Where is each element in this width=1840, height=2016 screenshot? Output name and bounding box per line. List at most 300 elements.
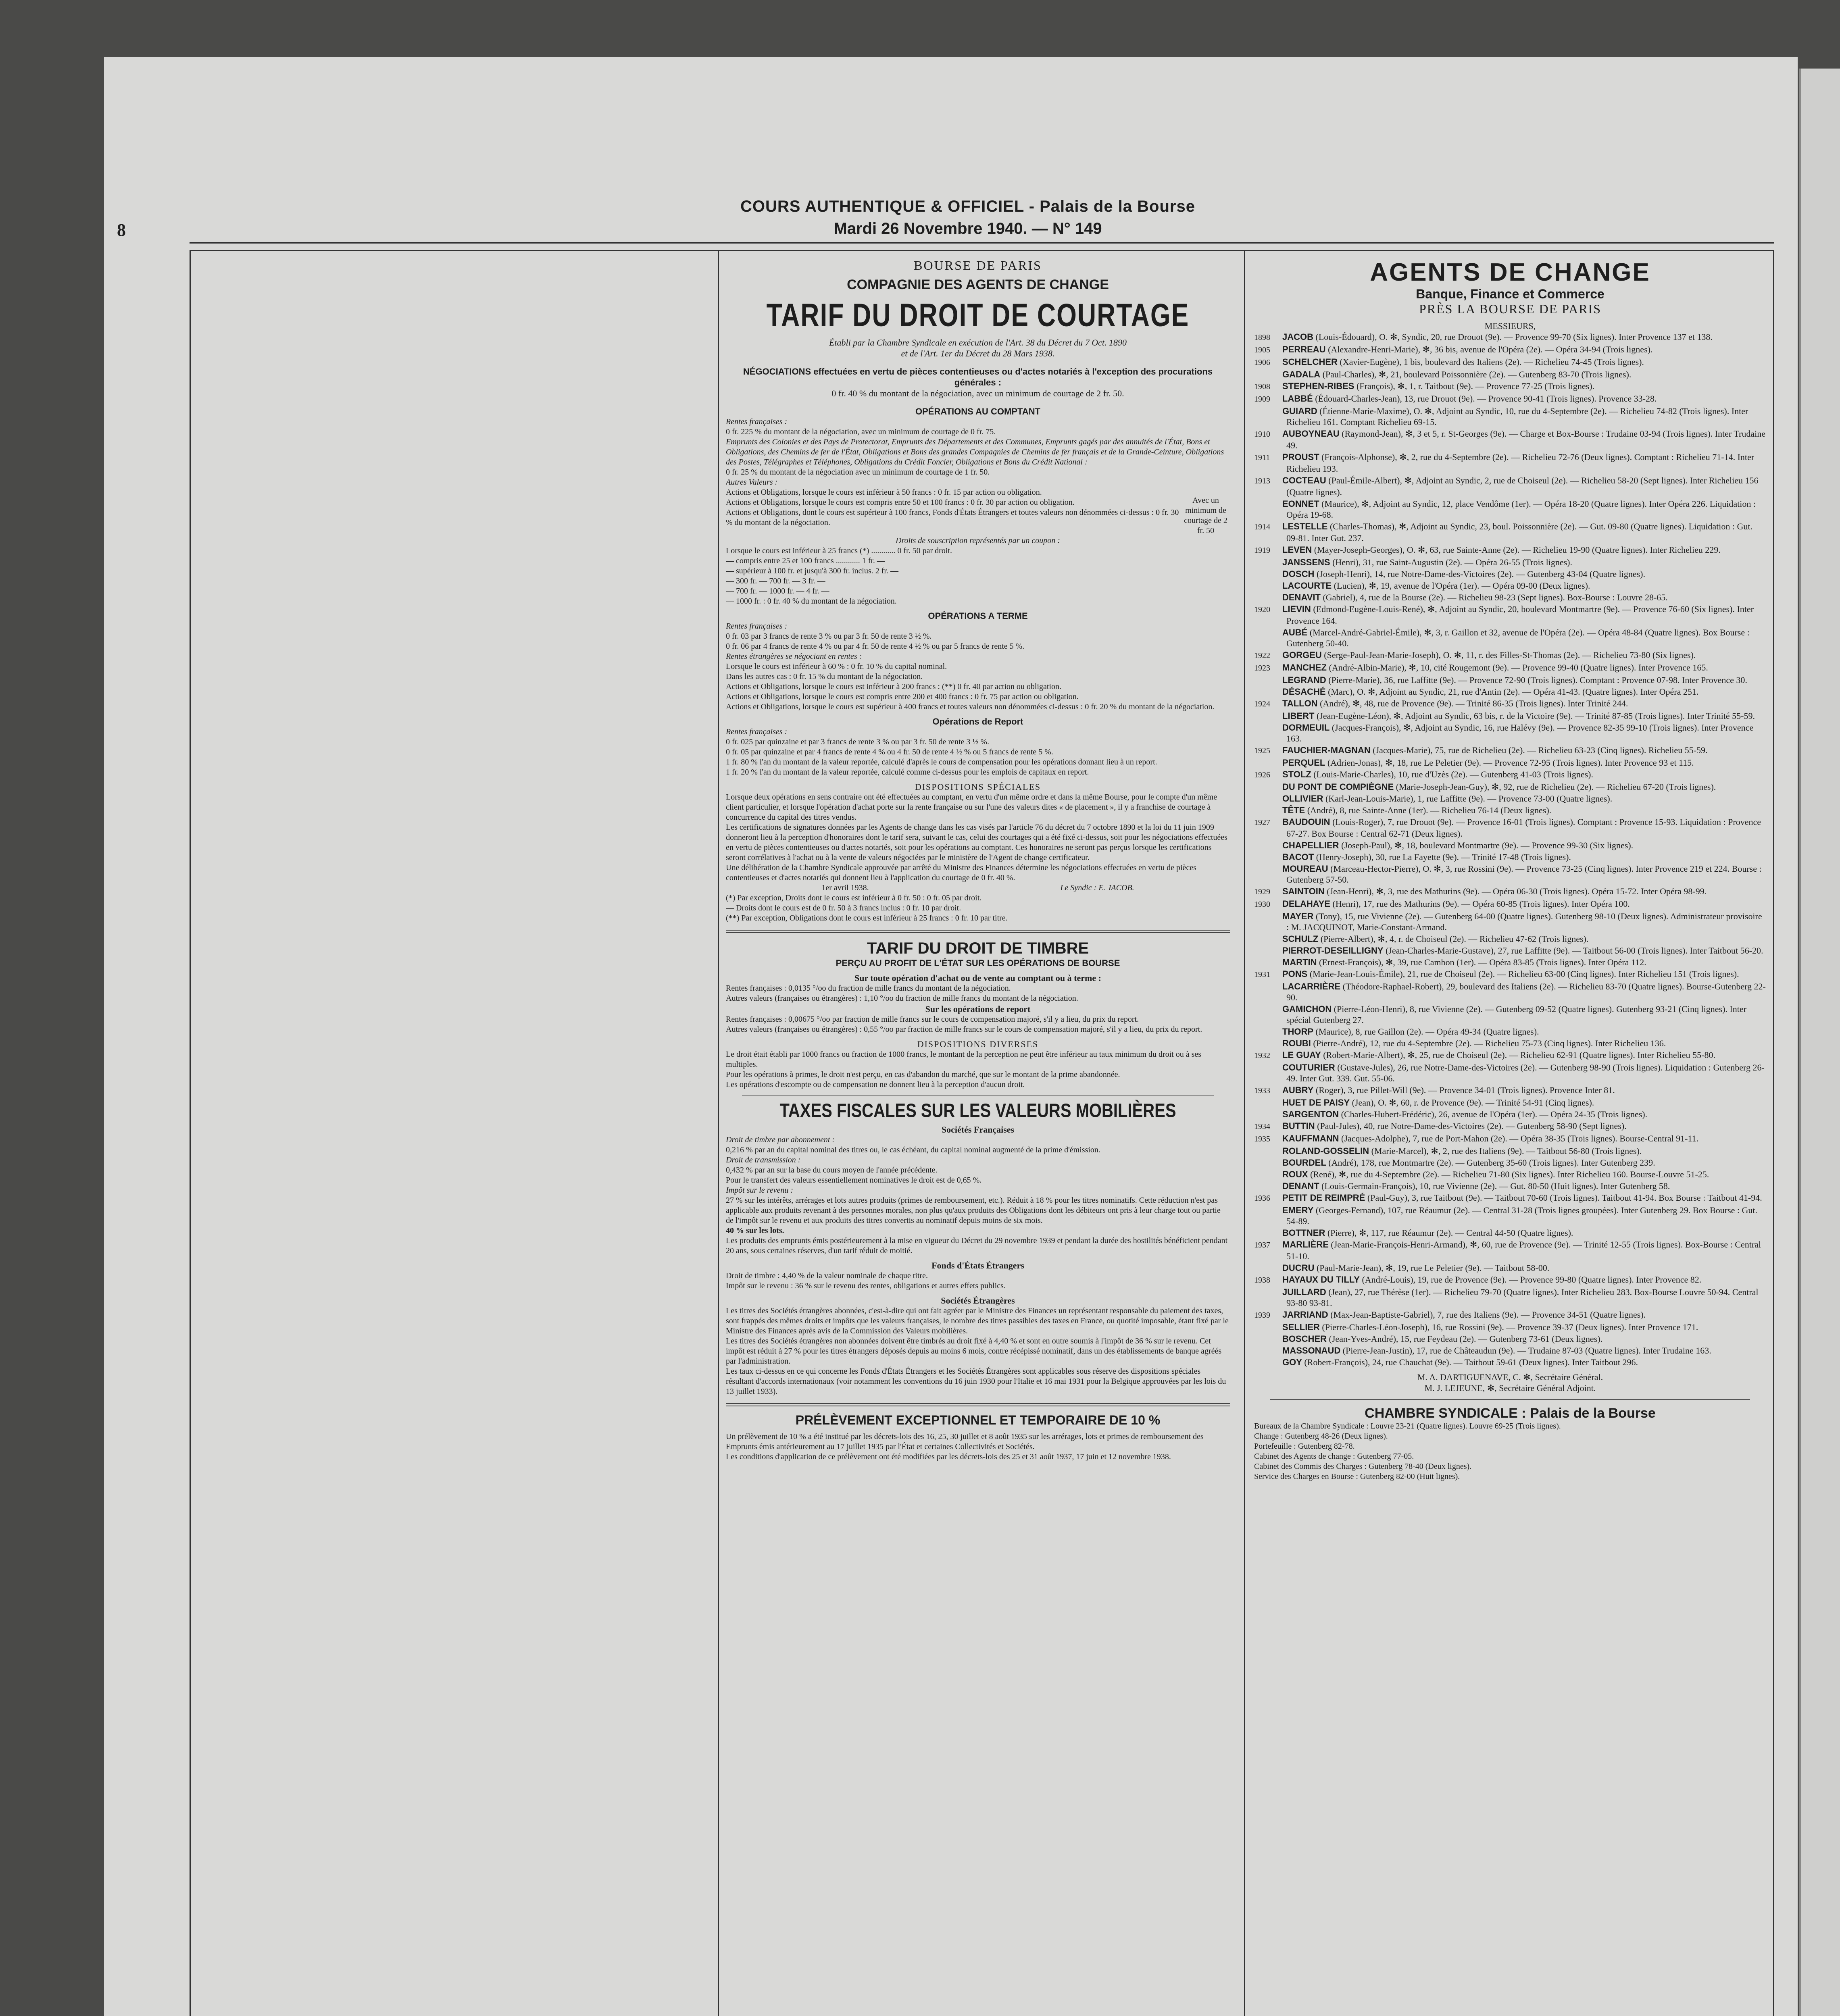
agent-entry [1254, 1333, 1766, 1344]
agent-details: (Ernest-François), ✻, 39, rue Cambon (1er). — Opéra 83-85 (Trois lignes). Inter Opéra 112. [1319, 957, 1646, 967]
agent-entry [1254, 604, 1766, 626]
agent-year: 1937 [1254, 1241, 1270, 1250]
agent-entry [1254, 1133, 1766, 1145]
droits-heading: Droits de souscription représentés par un coupon : [896, 536, 1060, 545]
agent-name: TÊTE [1282, 805, 1305, 815]
tarif-column [726, 258, 1230, 2016]
dispositions-date: 1er avril 1938. [821, 883, 869, 892]
agent-entry [1254, 911, 1766, 933]
agent-details: (Étienne-Marie-Maxime), O. ✻, Adjoint au Syndic, 10, rue du 4-Septembre (2e). — Richelieu 74-82 (Trois lignes). Inter Richelieu 161. Comptant Richelieu 69-15. [1286, 406, 1748, 427]
agent-entry [1254, 1109, 1766, 1120]
agent-details: (Marie-Marcel), ✻, 2, rue des Italiens (9e). — Taitbout 56-80 (Trois lignes). [1371, 1146, 1642, 1156]
agent-details: (Théodore-Raphael-Robert), 29, boulevard des Italiens (2e). — Richelieu 83-70 (Quatre lignes). Bourse-Gutenberg 22-90. [1286, 981, 1766, 1002]
agent-details: (Marie-Joseph-Jean-Guy), ✻, 92, rue de Richelieu (2e). — Richelieu 67-20 (Trois lignes). [1396, 782, 1716, 792]
agent-entry [1254, 852, 1766, 862]
agent-entry [1254, 1322, 1766, 1333]
terme-actions-2: Actions et Obligations, lorsque le cours est compris entre 200 et 400 francs : 0 fr. 75 par action ou obligation. [726, 692, 1079, 701]
agent-name: AUBÉ [1282, 627, 1308, 637]
agent-details: (Henri), 17, rue des Mathurins (9e). — Opéra 60-85 (Trois lignes). Inter Opéra 100. [1332, 899, 1630, 909]
masthead-rule [190, 242, 1774, 244]
report-4: 1 fr. 20 % l'an du montant de la valeur reportée, calculé comme ci-dessus pour les emplois de capitaux en report. [726, 768, 1089, 777]
agent-details: (André), 8, rue Sainte-Anne (1er). — Richelieu 76-14 (Deux lignes). [1307, 805, 1552, 815]
dispositions-1: Lorsque deux opérations en sens contraire ont été effectuées au comptant, en vertu d'un même ordre et dans la même Bourse, pour le compte d'un même client particulier, et lorsque l'opération d'achat porte sur la rente française ou sur l'une des valeurs dites « de placement », il y a franchise de courtage à concurrence du capital des titres vendus. [726, 793, 1217, 822]
agent-details: (André-Louis), 19, rue de Provence (9e). — Provence 99-80 (Quatre lignes). Inter Provence 82. [1362, 1275, 1702, 1285]
agent-details: (André), ✻, 48, rue de Provence (9e). — Trinité 86-35 (Trois lignes). Inter Trinité 244. [1320, 698, 1628, 708]
agent-details: (Marie-Jean-Louis-Émile), 21, rue de Choiseul (2e). — Richelieu 63-00 (Cinq lignes). Inter Richelieu 151 (Trois lignes). [1309, 969, 1739, 979]
terme-rentes-1: 0 fr. 03 par 3 francs de rente 3 % ou par 3 fr. 50 de rente 3 ½ %. [726, 632, 932, 641]
agent-name: GORGEU [1282, 650, 1322, 660]
terme-rentes-2: 0 fr. 06 par 4 francs de rente 4 % ou par 4 fr. 50 de rente 4 ½ % ou par 5 francs de rente 5 %. [726, 642, 1025, 651]
agent-entry [1254, 1050, 1766, 1061]
comptant-heading: OPÉRATIONS AU COMPTANT [915, 406, 1041, 417]
company-title: COMPAGNIE DES AGENTS DE CHANGE [847, 277, 1109, 292]
agent-name: BACOT [1282, 852, 1314, 862]
agent-name: BOTTNER [1282, 1228, 1325, 1238]
droits-row: Lorsque le cours est inférieur à 25 francs (*) ............ 0 fr. 50 par droit. [726, 546, 952, 555]
droits-row: — 700 fr. — 1000 fr. — 4 fr. — [726, 587, 829, 596]
agent-details: (Max-Jean-Baptiste-Gabriel), 7, rue des Italiens (9e). — Provence 34-51 (Quatre lignes). [1330, 1310, 1646, 1320]
agent-year: 1930 [1254, 900, 1270, 909]
agent-entry [1254, 840, 1766, 851]
agent-year: 1933 [1254, 1086, 1270, 1095]
agent-name: MARTIN [1282, 957, 1317, 967]
agent-name: DENANT [1282, 1181, 1319, 1191]
agent-entry [1254, 722, 1766, 744]
agent-entry [1254, 406, 1766, 427]
agent-details: (Georges-Fernand), 107, rue Réaumur (2e). — Central 31-28 (Trois lignes groupées). Inter Gutenberg 29. Box Bourse : Gut. 54-89. [1286, 1205, 1758, 1226]
agent-details: (François-Alphonse), ✻, 2, rue du 4-Septembre (2e). — Richelieu 72-76 (Deux lignes). Comptant : Richelieu 71-14. Inter Richelieu 193. [1286, 452, 1755, 474]
agent-details: (Maurice), ✻, Adjoint au Syndic, 12, place Vendôme (1er). — Opéra 18-20 (Quatre lignes). Inter Opéra 226. Liquidation : Opéra 19-68. [1286, 499, 1756, 520]
agent-year: 1924 [1254, 700, 1270, 708]
comptant-rentes-label: Rentes françaises : [726, 417, 788, 426]
agent-year: 1906 [1254, 358, 1270, 367]
masthead-date: Mardi 26 Novembre 1940. — N° 149 [834, 220, 1102, 237]
agent-name: LESTELLE [1282, 521, 1328, 531]
agent-entry [1254, 344, 1766, 356]
agent-entry [1254, 475, 1766, 498]
agent-name: SCHELCHER [1282, 357, 1338, 367]
agent-entry [1254, 1239, 1766, 1262]
diverses-2: Pour les opérations à primes, le droit n'est perçu, en cas d'abandon du marché, que sur le montant de la prime abandonnée. [726, 1070, 1120, 1079]
agent-name: DOSCH [1282, 569, 1315, 579]
footnote-3: (**) Par exception, Obligations dont le cours est inférieur à 25 francs : 0 fr. 10 par titre. [726, 914, 1008, 923]
agent-name: MAYER [1282, 911, 1314, 921]
agent-details: (Charles-Hubert-Frédéric), 26, avenue de l'Opéra (1er). — Opéra 24-35 (Trois lignes). [1341, 1109, 1648, 1119]
terme-etrangeres-label: Rentes étrangères se négociant en rentes : [726, 652, 862, 661]
agent-name: JUILLARD [1282, 1287, 1326, 1297]
agent-name: LE GUAY [1282, 1050, 1321, 1060]
agent-entry [1254, 331, 1766, 343]
agent-details: (Marceau-Hector-Pierre), O. ✻, 3, rue Rossini (9e). — Provence 73-25 (Cinq lignes). Inter Provence 219 et 224. Bourse : Gutenberg 57-50. [1286, 864, 1762, 885]
section-rule [1270, 1399, 1750, 1400]
prelevement-2: Les conditions d'application de ce prélèvement ont été modifiées par les décrets-lois des 25 et 31 août 1937, 17 juin et 12 novembre 1938. [726, 1452, 1171, 1461]
agent-details: (Jean), 27, rue Thérèse (1er). — Richelieu 79-70 (Quatre lignes). Inter Richelieu 283. Box-Bourse Louvre 50-94. Central 93-80 93-81. [1286, 1287, 1759, 1308]
tarif-courtage-title: TARIF DU DROIT DE COURTAGE [766, 297, 1190, 333]
agent-details: (André), 178, rue Montmartre (2e). — Gutenberg 35-60 (Trois lignes). Inter Gutenberg 239. [1328, 1158, 1655, 1168]
societes-etrangeres-3: Les taux ci-dessus en ce qui concerne les Fonds d'États Étrangers et les Sociétés Étrangères sont applicables sous réserve des dispositions spéciales résultant d'accords internationaux (voir notamment les conventions du 16 juin 1930 pour l'Italie et 16 mai 1931 pour la Belgique approuvées par les lois du 13 juillet 1933). [726, 1367, 1226, 1396]
agent-name: HAYAUX DU TILLY [1282, 1275, 1360, 1285]
negociations-heading: NÉGOCIATIONS effectuées en vertu de pièces contentieuses ou d'actes notariés à l'exception des procurations générales : [743, 367, 1213, 387]
societes-francaises-5: Pour le transfert des valeurs essentiellement nominatives le droit est de 0,65 %. [726, 1176, 982, 1185]
agent-entry [1254, 981, 1766, 1003]
agent-details: (François), ✻, 1, r. Taitbout (9e). — Provence 77-25 (Trois lignes). [1356, 381, 1595, 391]
agent-name: GADALA [1282, 369, 1321, 379]
agent-entry [1254, 745, 1766, 756]
agent-year: 1922 [1254, 651, 1270, 660]
agent-details: (Louis-Germain-François), 10, rue Vivienne (2e). — Gut. 80-50 (Huit lignes). Inter Gutenberg 58. [1321, 1181, 1670, 1191]
agent-name: HUET DE PAISY [1282, 1098, 1350, 1108]
agent-entry [1254, 1274, 1766, 1286]
agent-details: (Jacques-François), ✻, Adjoint au Syndic, 16, rue Halévy (9e). — Provence 82-35 99-10 (Trois lignes). Inter Provence 163. [1286, 723, 1754, 744]
section-rule [726, 930, 1230, 933]
agent-entry [1254, 580, 1766, 591]
agent-entry [1254, 1157, 1766, 1168]
chambre-title: CHAMBRE SYNDICALE : Palais de la Bourse [1365, 1406, 1656, 1421]
agent-entry [1254, 686, 1766, 697]
report-label: Rentes françaises : [726, 727, 788, 736]
agent-details: (Marcel-André-Gabriel-Émile), ✻, 3, r. Gaillon et 32, avenue de l'Opéra (2e). — Opéra 48-84 (Quatre lignes). Box Bourse : Gutenberg 50-40. [1286, 627, 1750, 648]
agent-name: MARLIÈRE [1282, 1239, 1329, 1250]
agent-entry [1254, 1097, 1766, 1108]
agent-details: (Jean-Marie-François-Henri-Armand), ✻, 60, rue de Provence (9e). — Trinité 12-55 (Trois lignes). Box-Bourse : Central 51-10. [1286, 1239, 1761, 1261]
agent-entry [1254, 805, 1766, 816]
comptant-autres-2: Actions et Obligations, lorsque le cours est compris entre 50 et 100 francs : 0 fr. 30 par action ou obligation. [726, 498, 1075, 507]
agent-name: OLLIVIER [1282, 793, 1323, 804]
agent-name: GAMICHON [1282, 1004, 1332, 1014]
comptant-autres-label: Autres Valeurs : [726, 478, 778, 487]
fonds-etrangers-2: Impôt sur le revenu : 36 % sur le revenu des rentes, obligations et autres effets publics. [726, 1281, 1006, 1290]
comptant-autres-3: Actions et Obligations, dont le cours est supérieur à 100 francs, Fonds d'États Étrangers et toutes valeurs non dénommées ci-dessus : 0 fr. 30 % du montant de la négociation. [726, 508, 1179, 527]
agent-year: 1923 [1254, 664, 1270, 673]
agent-details: (Jean-Yves-André), 15, rue Feydeau (2e). — Gutenberg 73-61 (Deux lignes). [1329, 1334, 1603, 1344]
agent-name: DELAHAYE [1282, 899, 1330, 909]
page-number: 8 [117, 220, 126, 240]
terme-actions-1: Actions et Obligations, lorsque le cours est inférieur à 200 francs : (**) 0 fr. 40 par action ou obligation. [726, 682, 1062, 691]
agent-name: ROUBI [1282, 1038, 1311, 1048]
diverses-heading: DISPOSITIONS DIVERSES [917, 1039, 1039, 1049]
agent-name: THORP [1282, 1027, 1313, 1037]
agent-details: (Tony), 15, rue Vivienne (2e). — Gutenberg 64-00 (Quatre lignes). Gutenberg 98-10 (Deux lignes). Administrateur provisoire : M. JACQUINOT, Marie-Constant-Armand. [1286, 911, 1762, 932]
agent-name: LIBERT [1282, 711, 1315, 721]
agent-entry [1254, 369, 1766, 380]
agent-entry [1254, 698, 1766, 710]
agent-entry [1254, 1145, 1766, 1156]
chambre-line-6: Service des Charges en Bourse : Gutenberg 82-00 (Huit lignes). [1254, 1472, 1460, 1481]
agent-details: (Pierre-Charles-Léon-Joseph), 16, rue Rossini (9e). — Provence 39-37 (Deux lignes). Inter Provence 171. [1322, 1322, 1698, 1332]
timbre-line-1: Rentes françaises : 0,0135 °/oo du fraction de mille francs du montant de la négociation. [726, 984, 1011, 993]
societes-francaises-9: Les produits des emprunts émis postérieurement à la mise en vigueur du Décret du 29 novembre 1939 et pendant la durée des hostilités bénéficient pendant 20 ans, sous certaines réserves, d'un tarif réduit de moitié. [726, 1236, 1228, 1255]
agent-entry [1254, 898, 1766, 910]
dispositions-signature: Le Syndic : E. JACOB. [1060, 883, 1134, 892]
agent-name: TALLON [1282, 698, 1318, 708]
chambre-line-2: Change : Gutenberg 48-26 (Deux lignes). [1254, 1432, 1388, 1441]
dispositions-heading: DISPOSITIONS SPÉCIALES [915, 782, 1041, 792]
agent-entry [1254, 1357, 1766, 1368]
agent-details: (Alexandre-Henri-Marie), ✻, 36 bis, avenue de l'Opéra (2e). — Opéra 34-94 (Trois lignes). [1328, 344, 1653, 354]
societes-francaises-4: 0,432 % par an sur la base du cours moyen de l'année précédente. [726, 1166, 938, 1175]
comptant-rentes-text: 0 fr. 225 % du montant de la négociation, avec un minimum de courtage de 0 fr. 75. [726, 427, 996, 436]
agent-year: 1932 [1254, 1051, 1270, 1060]
chambre-line-3: Portefeuille : Gutenberg 82-78. [1254, 1442, 1355, 1451]
agent-entry [1254, 452, 1766, 474]
societes-francaises-1: Droit de timbre par abonnement : [726, 1135, 835, 1144]
agent-year: 1914 [1254, 523, 1270, 531]
agent-name: FAUCHIER-MAGNAN [1282, 745, 1371, 755]
agent-name: EMERY [1282, 1205, 1314, 1215]
tarif-subtitle-1: Établi par la Chambre Syndicale en exécution de l'Art. 38 du Décret du 7 Oct. 1890 [829, 337, 1127, 348]
agents-column [1254, 258, 1766, 2016]
agents-subtitle-2: PRÈS LA BOURSE DE PARIS [1419, 302, 1602, 316]
chambre-line-4: Cabinet des Agents de change : Gutenberg 77-05. [1254, 1452, 1414, 1461]
agent-name: LACOURTE [1282, 581, 1332, 591]
agent-name: PROUST [1282, 452, 1319, 462]
agent-name: SAINTOIN [1282, 886, 1325, 896]
droits-row: — 1000 fr. : 0 fr. 40 % du montant de la négociation. [726, 597, 897, 606]
agent-entry [1254, 1309, 1766, 1321]
column-divider-left [718, 250, 719, 2016]
agent-name: JARRIAND [1282, 1310, 1328, 1320]
negociations-text: 0 fr. 40 % du montant de la négociation, avec un minimum de courtage de 2 fr. 50. [831, 388, 1124, 398]
dispositions-2: Les certifications de signatures données par les Agents de change dans les cas visés par l'article 76 du décret du 7 octobre 1890 et la loi du 11 juin 1909 donneront lieu à la perception d'honoraires dont le tarif sera, suivant le cas, celui des courtages qui a été fixé ci-dessus, soit pour les négociations effectuées en vertu de pièces contentieuses ou d'actes notariés, soit pour les opérations au comptant. Ces honoraires ne seront pas perçus lorsque les certifications seront corrélatives à l'achat ou à la vente de valeurs négociées par le ministère de l'Agent de change certificateur. [726, 823, 1227, 862]
agents-list [1254, 331, 1766, 1368]
agent-year: 1908 [1254, 382, 1270, 391]
agent-year: 1910 [1254, 430, 1270, 439]
agent-year: 1931 [1254, 970, 1270, 979]
societes-etrangeres-1: Les titres des Sociétés étrangères abonnées, c'est-à-dire qui ont fait agréer par le Ministre des Finances un représentant responsable du paiement des taxes, sont frappés des mêmes droits et impôts que les valeurs françaises, le nombre des titres passibles des taxes en France, ou quotité imposable, étant fixé par le Ministre des Finances après avis de la Commission des Valeurs mobilières. [726, 1306, 1229, 1335]
agent-entry [1254, 544, 1766, 556]
agent-name: DUCRU [1282, 1263, 1315, 1273]
agent-details: (Pierre-Albert), ✻, 4, r. de Choiseul (2e). — Richelieu 47-62 (Trois lignes). [1320, 934, 1589, 944]
societes-francaises-7: 27 % sur les intérêts, arrérages et lots autres produits (primes de remboursement, etc.). Réduit à 18 % pour les titres nominatifs. Cette réduction n'est pas applicable aux produits revenant à des personnes morales, non plus qu'aux produits des Obligations dont les débiteurs ont pris à leur charge tout ou partie de l'impôt sur le revenu et aux produits des titres convertis au nominatif depuis moins de six mois. [726, 1196, 1221, 1225]
agent-year: 1926 [1254, 771, 1270, 779]
agent-entry [1254, 662, 1766, 674]
bourse-label: BOURSE DE PARIS [914, 258, 1042, 273]
agent-name: MASSONAUD [1282, 1345, 1341, 1356]
agent-name: PETIT DE REIMPRÉ [1282, 1193, 1365, 1203]
agent-details: (Robert-François), 24, rue Chauchat (9e). — Taitbout 59-61 (Deux lignes). Inter Taitbout 296. [1304, 1357, 1638, 1367]
agent-year: 1919 [1254, 546, 1270, 555]
timbre-subtitle: PERÇU AU PROFIT DE L'ÉTAT SUR LES OPÉRATIONS DE BOURSE [836, 958, 1120, 968]
agent-details: (Henry-Joseph), 30, rue La Fayette (9e). — Trinité 17-48 (Trois lignes). [1316, 852, 1571, 862]
agent-details: (Pierre), ✻, 117, rue Réaumur (2e). — Central 44-50 (Quatre lignes). [1327, 1228, 1573, 1238]
report-3: 1 fr. 80 % l'an du montant de la valeur reportée, calculé d'après le cours de compensation pour les opérations donnant lieu à un report. [726, 758, 1157, 766]
agent-details: (Paul-Charles), ✻, 21, boulevard Poissonnière (2e). — Gutenberg 83-70 (Trois lignes). [1322, 369, 1632, 379]
agent-name: DENAVIT [1282, 592, 1321, 602]
agent-details: (Paul-Jules), 40, rue Notre-Dame-des-Victoires (2e). — Gutenberg 58-90 (Sept lignes). [1317, 1121, 1627, 1131]
agent-name: ROUX [1282, 1169, 1308, 1179]
agent-name: COUTURIER [1282, 1062, 1335, 1073]
timbre-title: TARIF DU DROIT DE TIMBRE [867, 939, 1089, 957]
agent-details: (Karl-Jean-Louis-Marie), 1, rue Laffitte (9e). — Provence 73-00 (Quatre lignes). [1325, 793, 1613, 804]
agent-name: GOY [1282, 1357, 1302, 1367]
agent-year: 1911 [1254, 453, 1270, 462]
agent-entry [1254, 557, 1766, 568]
agent-entry [1254, 769, 1766, 781]
agent-details: (Adrien-Jonas), ✻, 18, rue Le Peletier (9e). — Provence 72-95 (Trois lignes). Inter Provence 93 et 115. [1327, 758, 1694, 768]
societes-francaises-3: Droit de transmission : [726, 1156, 801, 1164]
agent-details: (Louis-Roger), 7, rue Drouot (9e). — Provence 16-01 (Trois lignes). Comptant : Provence 15-93. Liquidation : Provence 67-27. Box Bourse : Central 62-71 (Deux lignes). [1286, 817, 1761, 839]
agent-year: 1920 [1254, 605, 1270, 614]
societes-francaises-6: Impôt sur le revenu : [726, 1186, 793, 1195]
agent-year: 1929 [1254, 887, 1270, 896]
agent-entry [1254, 945, 1766, 956]
timbre-heading-2: Sur les opérations de report [925, 1004, 1031, 1014]
agent-name: PONS [1282, 969, 1308, 979]
agent-entry [1254, 569, 1766, 579]
droits-list [726, 546, 1230, 606]
agent-entry [1254, 710, 1766, 721]
societes-etrangeres-heading: Sociétés Étrangères [941, 1295, 1015, 1306]
agent-entry [1254, 1120, 1766, 1132]
agent-name: STEPHEN-RIBES [1282, 381, 1354, 391]
agent-entry [1254, 1085, 1766, 1096]
agents-title: AGENTS DE CHANGE [1370, 258, 1650, 286]
droits-row: — 300 fr. — 700 fr. — 3 fr. — [726, 577, 825, 585]
footnote-2: — Droits dont le cours est de 0 fr. 50 à 3 francs inclus : 0 fr. 10 par droit. [726, 904, 961, 912]
agent-name: PIERROT-DESEILLIGNY [1282, 946, 1384, 956]
agent-details: (Paul-Émile-Albert), ✻, Adjoint au Syndic, 2, rue de Choiseul (2e). — Richelieu 58-20 (Sept lignes). Inter Richelieu 156 (Quatre lignes). [1286, 475, 1759, 497]
societes-francaises-heading: Sociétés Françaises [941, 1125, 1015, 1135]
agent-entry [1254, 1262, 1766, 1273]
agent-entry [1254, 428, 1766, 451]
droits-row: — supérieur à 100 fr. et jusqu'à 300 fr. inclus. 2 fr. — [726, 566, 898, 575]
agent-details: (Gabriel), 4, rue de la Bourse (2e). — Richelieu 98-23 (Sept lignes). Box-Bourse : Louvre 28-65. [1323, 592, 1668, 602]
agent-details: (Pierre-Marie), 36, rue Laffitte (9e). — Provence 72-90 (Trois lignes). Comptant : Provence 07-98. Inter Provence 30. [1328, 675, 1747, 685]
agent-name: MOUREAU [1282, 864, 1328, 874]
agent-year: 1936 [1254, 1194, 1270, 1203]
agent-details: (Edmond-Eugène-Louis-René), ✻, Adjoint au Syndic, 20, boulevard Montmartre (9e). — Provence 76-60 (Six lignes). Inter Provence 164. [1286, 604, 1754, 626]
agent-name: GUIARD [1282, 406, 1317, 416]
agent-name: PERQUEL [1282, 758, 1325, 768]
agent-details: (Gustave-Jules), 26, rue Notre-Dame-des-Victoires (2e). — Gutenberg 98-90 (Trois lignes). Liquidation : Gutenberg 26-49. Inter Gut. 339. Gut. 55-06. [1286, 1062, 1765, 1083]
agent-name: JACOB [1282, 332, 1314, 342]
prelevement-title: PRÉLÈVEMENT EXCEPTIONNEL ET TEMPORAIRE DE 10 % [795, 1413, 1161, 1427]
agent-entry [1254, 863, 1766, 885]
agent-details: (Paul-Guy), 3, rue Taitbout (9e). — Taitbout 70-60 (Trois lignes). Taitbout 41-94. Box Bourse : Taitbout 41-94. [1367, 1193, 1762, 1203]
agent-details: (Marc), O. ✻, Adjoint au Syndic, 21, rue d'Antin (2e). — Opéra 41-43. (Quatre lignes). Inter Opéra 251. [1328, 687, 1699, 697]
agent-entry [1254, 1169, 1766, 1180]
timbre-line-2: Autres valeurs (françaises ou étrangères) : 1,10 °/oo du fraction de mille francs du montant de la négociation. [726, 994, 1078, 1003]
agent-name: SCHULZ [1282, 934, 1319, 944]
tarif-subtitle-2: et de l'Art. 1er du Décret du 28 Mars 1938. [901, 348, 1055, 358]
agent-details: (Jean-Eugène-Léon), ✻, Adjoint au Syndic, 63 bis, r. de la Victoire (9e). — Trinité 87-85 (Trois lignes). Inter Trinité 55-59. [1316, 711, 1755, 721]
terme-etrangeres-1: Lorsque le cours est inférieur à 60 % : 0 fr. 10 % du capital nominal. [726, 662, 947, 671]
agent-name: MANCHEZ [1282, 662, 1327, 673]
agent-entry [1254, 816, 1766, 839]
column-divider-right [1244, 250, 1245, 2016]
secretaire-general: M. A. DARTIGUENAVE, C. ✻, Secrétaire Général. [1417, 1372, 1603, 1382]
agent-name: DU PONT DE COMPIÈGNE [1282, 782, 1394, 792]
agent-details: (Jean-Henri), ✻, 3, rue des Mathurins (9e). — Opéra 06-30 (Trois lignes). Opéra 15-72. Inter Opéra 98-99. [1327, 886, 1707, 896]
agent-year: 1938 [1254, 1276, 1270, 1285]
agent-details: (Jean), O. ✻, 60, r. de Provence (9e). — Trinité 54-91 (Cinq lignes). [1352, 1098, 1594, 1108]
agent-year: 1927 [1254, 818, 1270, 827]
timbre-line-3: Rentes françaises : 0,00675 °/oo par fraction de mille francs sur le cours de compensation majoré, s'il y a lieu, du prix du report. [726, 1015, 1139, 1024]
fonds-etrangers-1: Droit de timbre : 4,40 % de la valeur nominale de chaque titre. [726, 1271, 928, 1280]
terme-rentes-label: Rentes françaises : [726, 622, 788, 631]
agent-details: (Jean-Charles-Marie-Gustave), 27, rue Laffitte (9e). — Taitbout 56-00 (Trois lignes). Inter Taitbout 56-20. [1386, 946, 1763, 956]
agent-entry [1254, 886, 1766, 898]
agent-details: (Louis-Édouard), O. ✻, Syndic, 20, rue Drouot (9e). — Provence 99-70 (Six lignes). Inter Provence 137 et 138. [1315, 332, 1713, 342]
agent-details: (Mayer-Joseph-Georges), O. ✻, 63, rue Sainte-Anne (2e). — Richelieu 19-90 (Quatre lignes). Inter Richelieu 229. [1314, 545, 1721, 555]
agent-entry [1254, 1181, 1766, 1191]
agent-name: BOSCHER [1282, 1334, 1327, 1344]
agent-name: STOLZ [1282, 769, 1311, 779]
footnote-1: (*) Par exception, Droits dont le cours est inférieur à 0 fr. 50 : 0 fr. 05 par droit. [726, 893, 982, 902]
agent-details: (Henri), 31, rue Saint-Augustin (2e). — Opéra 26-55 (Trois lignes). [1332, 557, 1573, 567]
terme-actions-3: Actions et Obligations, lorsque le cours est supérieur à 400 francs et toutes valeurs non dénommées ci-dessus : 0 fr. 20 % du montant de la négociation. [726, 702, 1215, 711]
agent-entry [1254, 1062, 1766, 1084]
agent-details: (Pierre-André), 12, rue du 4-Septembre (2e). — Richelieu 75-73 (Cinq lignes). Inter Richelieu 136. [1313, 1038, 1666, 1048]
agent-details: (René), ✻, rue du 4-Septembre (2e). — Richelieu 71-80 (Six lignes). Inter Richelieu 160. Bourse-Louvre 51-25. [1310, 1169, 1709, 1179]
agent-details: (Joseph-Henri), 14, rue Notre-Dame-des-Victoires (2e). — Gutenberg 43-04 (Quatre lignes). [1316, 569, 1646, 579]
agent-year: 1939 [1254, 1311, 1270, 1320]
agent-entry [1254, 1004, 1766, 1025]
report-2: 0 fr. 05 par quinzaine et par 4 francs de rente 4 % ou 4 fr. 50 de rente 4 ½ % ou 5 francs de rente 5 %. [726, 748, 1053, 756]
agent-name: LEVEN [1282, 545, 1312, 555]
adjacent-page-edge [1799, 69, 1840, 2016]
agent-entry [1254, 592, 1766, 603]
agent-year: 1925 [1254, 746, 1270, 755]
agent-year: 1934 [1254, 1122, 1270, 1131]
agent-name: COCTEAU [1282, 475, 1326, 485]
agent-entry [1254, 781, 1766, 792]
agent-name: LEGRAND [1282, 675, 1326, 685]
agent-entry [1254, 793, 1766, 804]
timbre-heading-1: Sur toute opération d'achat ou de vente au comptant ou à terme : [854, 973, 1101, 983]
fonds-etrangers-heading: Fonds d'États Étrangers [931, 1260, 1024, 1270]
agent-entry [1254, 1038, 1766, 1049]
secretaire-adjoint: M. J. LEJEUNE, ✻, Secrétaire Général Adjoint. [1424, 1383, 1596, 1393]
agent-name: LIEVIN [1282, 604, 1311, 614]
agent-details: (Louis-Marie-Charles), 10, rue d'Uzès (2e). — Gutenberg 41-03 (Trois lignes). [1313, 769, 1593, 779]
agent-entry [1254, 1227, 1766, 1238]
chambre-line-5: Cabinet des Commis des Charges : Gutenberg 78-40 (Deux lignes). [1254, 1462, 1472, 1471]
section-rule [742, 1095, 1214, 1096]
agent-details: (Serge-Paul-Jean-Marie-Joseph), O. ✻, 11, r. des Filles-St-Thomas (2e). — Richelieu 73-80 (Six lignes). [1324, 650, 1696, 660]
agent-name: BAUDOUIN [1282, 817, 1330, 827]
agent-entry [1254, 521, 1766, 544]
agent-entry [1254, 968, 1766, 980]
societes-etrangeres-2: Les titres des Sociétés étrangères non abonnées doivent être timbrés au droit fixé à 4,40 % et sont en outre soumis à l'impôt de 36 % sur le revenu. Cet impôt est réduit à 27 % pour les titres étrangers déposés depuis au moins 6 mois, contre récépissé nominatif, dans un des établissements de banque agréés par l'administration. [726, 1337, 1222, 1366]
agent-name: LABBÉ [1282, 394, 1313, 404]
agent-name: SARGENTON [1282, 1109, 1339, 1119]
messieurs-label: MESSIEURS, [1484, 321, 1536, 331]
agent-name: AUBOYNEAU [1282, 429, 1340, 439]
agent-entry [1254, 933, 1766, 944]
agent-name: JANSSENS [1282, 557, 1330, 567]
timbre-line-4: Autres valeurs (françaises ou étrangères) : 0,55 °/oo par fraction de mille francs sur le cours de compensation majoré, s'il y a lieu, du prix du report. [726, 1025, 1202, 1034]
agent-name: SELLIER [1282, 1322, 1320, 1332]
agent-name: LACARRIÈRE [1282, 981, 1341, 991]
agent-entry [1254, 957, 1766, 968]
terme-heading: OPÉRATIONS A TERME [928, 611, 1028, 621]
agent-entry [1254, 675, 1766, 685]
agent-name: CHAPELLIER [1282, 840, 1339, 850]
agent-details: (Raymond-Jean), ✻, 3 et 5, r. St-Georges (9e). — Charge et Box-Bourse : Trudaine 03-94 (Trois lignes). Inter Trudaine 49. [1286, 429, 1765, 450]
agent-name: ROLAND-GOSSELIN [1282, 1146, 1369, 1156]
agent-details: (Joseph-Paul), ✻, 18, boulevard Montmartre (9e). — Provence 99-30 (Six lignes). [1341, 840, 1634, 850]
societes-francaises-2: 0,216 % par an du capital nominal des titres ou, le cas échéant, du capital nominal augmenté de la prime d'émission. [726, 1145, 1100, 1154]
agent-entry [1254, 757, 1766, 768]
agent-entry [1254, 1192, 1766, 1204]
report-1: 0 fr. 025 par quinzaine et par 3 francs de rente 3 % ou par 3 fr. 50 de rente 3 ½ %. [726, 737, 990, 746]
comptant-minimum-note: Avec un minimum de courtage de 2 fr. 50 [1184, 496, 1227, 535]
agent-year: 1898 [1254, 333, 1270, 342]
agent-entry [1254, 1345, 1766, 1356]
comptant-emprunts-text-2: 0 fr. 25 % du montant de la négociation avec un minimum de courtage de 1 fr. 50. [726, 468, 990, 477]
agent-name: KAUFFMANN [1282, 1133, 1339, 1143]
